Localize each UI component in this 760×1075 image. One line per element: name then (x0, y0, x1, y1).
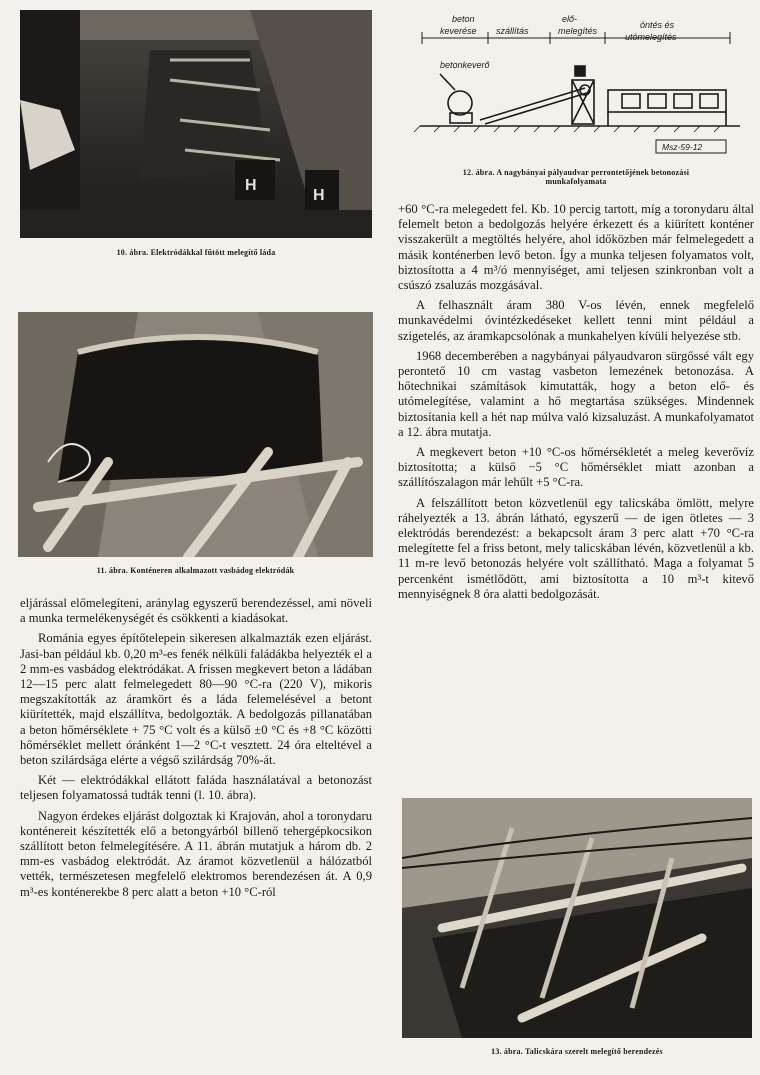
figure-11-caption: 11. ábra. Konténeren alkalmazott vasbádog elektródák (96, 566, 295, 575)
figure-10-photo (20, 10, 372, 238)
figure-12-caption-line1: 12. ábra. A nagybányai pályaudvar perrontetőjének betonozási (462, 168, 690, 177)
paragraph: Két — elektródákkal ellátott faláda használatával a betonozást teljesen folyamatossá tudták tenni (l. 10. ábra). (20, 773, 372, 803)
diagram-stamp: Msz-59-12 (662, 142, 703, 152)
figure-12-diagram (400, 8, 752, 158)
label-betonkevero: betonkeverő (440, 60, 490, 70)
label-utomelegites: utómelegítés (625, 32, 677, 42)
paragraph: +60 °C-ra melegedett fel. Kb. 10 percig tartott, míg a toronydaru által felemelt beton a bedolgozás helyére érkezett és a kiürített konténer visszakerült a megtöltés helyére, ahol időközben már felmelegedett a másik konténerben levő beton. Így a munka teljesen folyamatos volt, biztosította a 4 m³/ó mennyiséget, ami teljesen szinkronban volt a csúszó zsaluzás mozgásával. (398, 202, 754, 293)
paragraph: A felszállított beton közvetlenül egy talicskába ömlött, melyre ráhelyezték a 13. ábrán látható, egyszerű — de igen ötletes — 3 elektródás berendezést: a bekapcsolt áram 3 perc alatt +70 °C-ra melegítette fel a friss betont, mely talicskában lévén, közvetlenül a kb. 11 m-re levő betonozás helyére volt szállítható. Maga a folyamat 5 percenként ismétlődött, ami biztosította a 10 m³-t kitevő mennyiségnek 8 óra alatti bedolgozását. (398, 495, 754, 601)
label-ontes: öntés és (640, 20, 675, 30)
figure-12-caption-line2: munkafolyamata (545, 177, 607, 186)
paragraph: A megkevert beton +10 °C-os hőmérsékletét a meleg keverővíz biztosította; a külső −5 °C hőmérséklet miatt azonban a szállítószalagon már lehűlt +5 °C-ra. (398, 445, 754, 490)
paragraph: 1968 decemberében a nagybányai pályaudvaron sürgőssé vált egy perontető 10 cm vastag vasbeton lemezének betonozása. A hőtechnikai számítások kimutatták, hogy a beton elő- és utómelegítése, valamint a hő megtartása szükséges. Mindennek biztosítania kell a hét nap múlva való kizsaluzást. A munkafolyamatot a 12. ábra mutatja. (398, 348, 754, 439)
svg-text:H: H (245, 177, 257, 194)
label-elo: elő- (562, 14, 578, 24)
paragraph: eljárással előmelegíteni, aránylag egyszerű berendezéssel, ami növeli a munka termelékenységét és csökkenti a kiadásokat. (20, 596, 372, 626)
figure-12-caption (400, 168, 752, 186)
figure-13-photo (402, 798, 752, 1038)
figure-11-photo (18, 312, 373, 557)
label-melegites: melegítés (558, 26, 598, 36)
label-beton: beton (452, 14, 475, 24)
paragraph: Románia egyes építőtelepein sikeresen alkalmazták ezen eljárást. Jasi-ban például kb. 0,20 m³-es fenék nélküli faládákba helyezték el a 2 mm-es vasbádog elektródákat. A frissen megkevert beton a ládában 12—15 perc alatt felmelegedett 80—90 °C-ra (220 V), mikoris megszakították az áramkört és a láda felemelésével a betont kiürítették, majd elszállítva, bedolgozták. A bedolgozás pillanatában a beton hőmérséklete + 75 °C volt és a külső ±0 °C és +8 °C közötti hőmérséklet mellett óránként 1—2 °C-t vesztett. 24 óra elteltével a beton szilárdsága elérte a végső szilárdság 70%-át. (20, 631, 372, 768)
figure-13-caption: 13. ábra. Talicskára szerelt melegítő berendezés (491, 1047, 663, 1056)
paragraph: A felhasznált áram 380 V-os lévén, ennek megfelelő munkavédelmi óvintézkedéseket kellett tenni mint például a szigetelés, az áramkapcsolónak a munkahelyen kívüli helyezése stb. (398, 298, 754, 343)
left-text-column (20, 596, 372, 905)
right-text-column (398, 202, 754, 607)
figure-10-caption: 10. ábra. Elektródákkal fűtött melegítő láda (116, 248, 276, 257)
label-keverese: keverése (440, 26, 477, 36)
svg-text:H: H (313, 187, 325, 204)
label-szallitas: szállítás (496, 26, 529, 36)
paragraph: Nagyon érdekes eljárást dolgoztak ki Krajován, ahol a toronydaru konténereit készítették elő a betongyárból billenő tehergépkocsikon szállított beton felmelegítésére. A 11. ábrán mutatjuk a három db. 2 mm-es vasbádog elektródát. Az áramot közvetlenül a hálózatból vették, természetesen megfelelő elektromos berendezésen át. A 0,9 m³-es konténerekbe 8 perc alatt a beton +10 °C-ról (20, 808, 372, 899)
